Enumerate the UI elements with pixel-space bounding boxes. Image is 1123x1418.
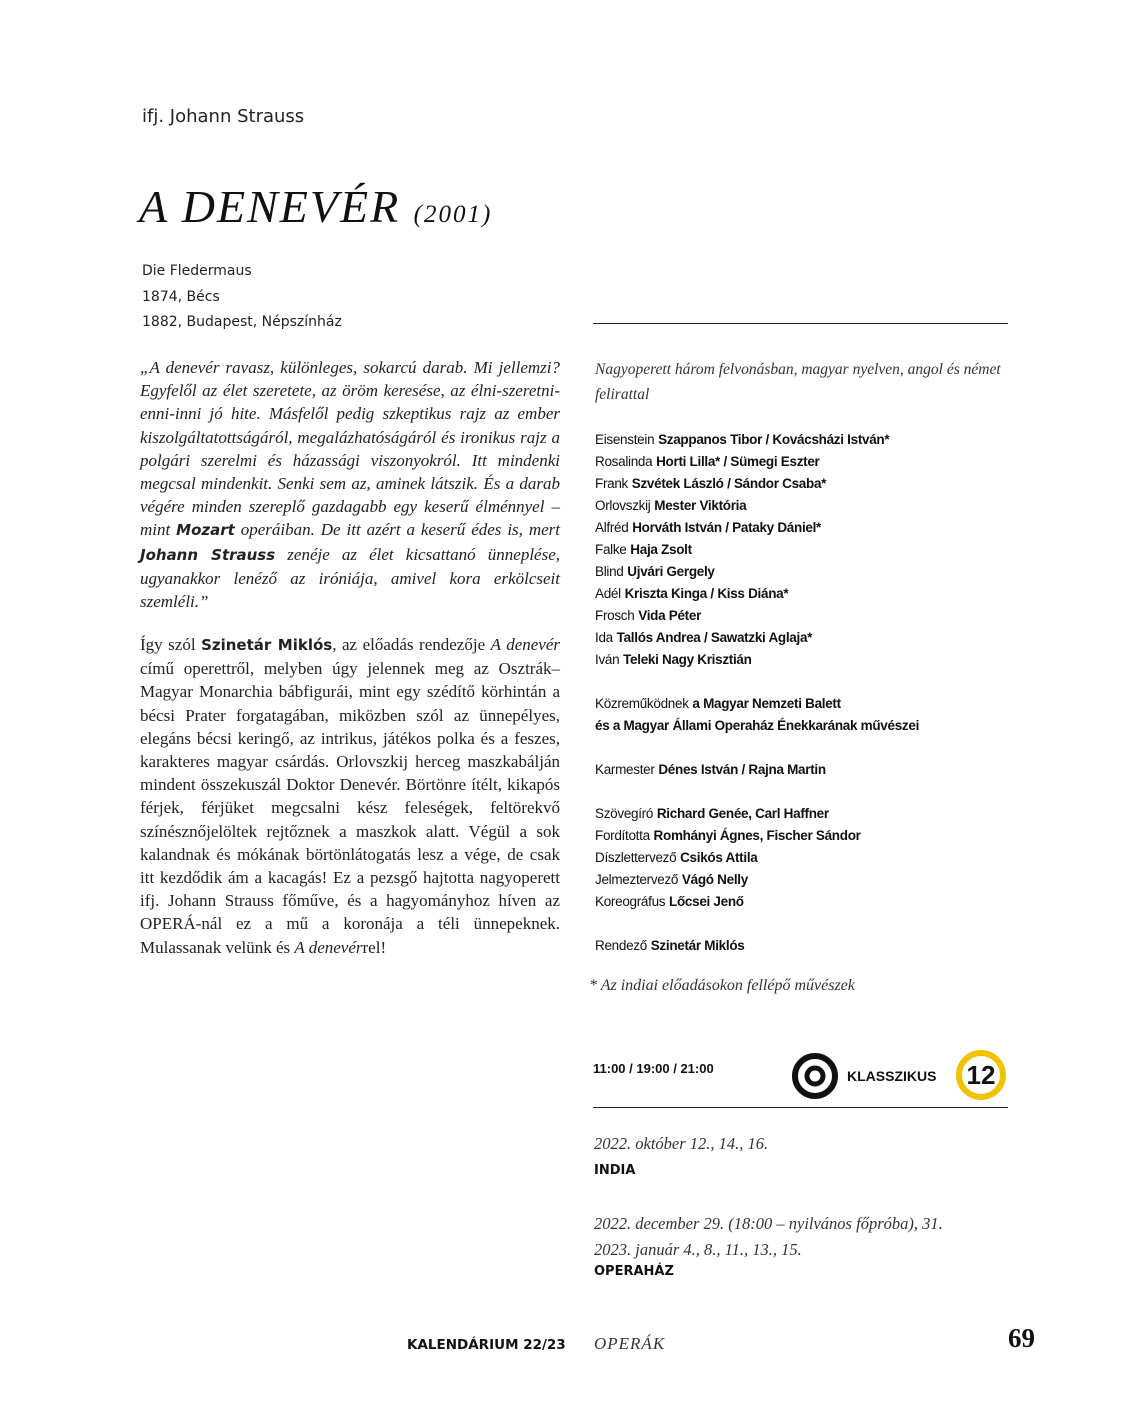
cast-name: Horti Lilla* / Sümegi Eszter [656,454,820,469]
dates-india: 2022. október 12., 14., 16. [594,1134,769,1153]
cast-row [595,517,1015,539]
body-work-title: A denevér [490,635,561,654]
credit-name: Lőcsei Jenő [669,894,744,909]
ensemble-line-2: és a Magyar Állami Operaház Énekkarának művészei [595,718,920,733]
cast-list [595,429,1015,957]
cast-name: Haja Zsolt [630,542,692,557]
footnote: * Az indiai előadásokon fellépő művészek [589,977,855,994]
credit-name: Richard Genée, Carl Haffner [656,806,829,821]
cast-role: Orlovszkij [595,498,651,513]
credit-role: Díszlettervező [595,850,677,865]
cast-role: Ida [595,630,613,645]
cast-name: Ujvári Gergely [627,564,715,579]
director-label: Rendező [595,938,647,953]
cast-role: Eisenstein [595,432,655,447]
lede-mozart: Mozart [176,521,235,540]
body-text-3: című operettről, melyben úgy jelennek meg az Osztrák–Magyar Monarchia bábfigurái, mint egy szédítő körhintán a bécsi Prater forgatagában, miközben szól az ünnepélyes, elegáns bécsi keringő, az intrikus, játékos polka és a feszes, karakteres magyar csárdás. Orlovszkij herceg maszkabálján mindent összekuszál Doktor Denevér. Börtönre ítélt, kikapós férjek, férjüket megcsalni kész feleségek, feltörekvő színésznőjelöltek rejtőznek a maszkok alatt. Végül a sok kalandnak és mókának börtönlátogatás lesz a vége, de csak itt kezdődik ám a kacagás! Ez a pezsgő hajtotta nagyoperett ifj. Johann Strauss főműve, és a hagyományhoz híven az OPERÁ-nál ez a mű a koronája a téli ünnepeknek. Mulassanak velünk és [140,659,560,957]
credit-row [595,869,1015,891]
credit-row [595,847,1015,869]
cast-name: Horváth István / Pataky Dániel* [632,520,822,535]
credit-name: Csikós Attila [680,850,758,865]
body-director: Szinetár Miklós [201,636,333,654]
credit-role: Jelmeztervező [595,872,679,887]
top-divider [593,323,1008,324]
lede-strauss: Johann Strauss [140,545,276,564]
target-icon [791,1052,839,1100]
category-label: KLASSZIKUS [847,1068,937,1084]
cast-name: Szappanos Tibor / Kovácsházi István* [658,432,890,447]
ensemble-label: Közreműködnek [595,696,689,711]
body-work-title-2: A denevér [294,937,363,957]
venue-operahaz: OPERAHÁZ [594,1264,674,1279]
credit-role: Fordította [595,828,650,843]
cast-role: Iván [595,652,620,667]
body-text-2: , az előadás rendezője [332,635,491,654]
conductor-row [595,759,1015,781]
age-rating-text: 12 [966,1060,996,1090]
cast-role: Rosalinda [595,454,653,469]
credit-row [595,803,1015,825]
composer-name: ifj. Johann Strauss [142,106,305,127]
cast-row [595,583,1015,605]
cast-row [595,539,1015,561]
director-name: Szinetár Miklós [650,938,745,953]
title-text: A DENEVÉR [139,181,401,232]
cast-row [595,473,1015,495]
lede-text-2: operáiban. De itt azért a keserű édes is, mert [234,520,560,540]
lede-text-1: „A denevér ravasz, különleges, sokarcú darab. Mi jellemzi? Egyfelől az élet szeretete, az öröm keresése, az élni-szeretni-enni-inni jó hite. Másfelől pedig szkeptikus rajz az ember kiszolgáltatottságáról, megalázhatóságáról és ironikus rajz a polgári szerelmi és házassági viszonyokról. Itt mindenki megcsal mindenkit. Senki sem az, aminek látszik. És a darab végére minden szereplő gazdagabb egy keserű élménnyel – mint [140,358,560,540]
credit-row [595,825,1015,847]
dates-operahaz [594,1211,943,1263]
credit-role: Szövegíró [595,806,654,821]
premiere-vienna: 1874, Bécs [142,288,220,305]
cast-row [595,561,1015,583]
cast-row [595,451,1015,473]
cast-row [595,429,1015,451]
cast-row [595,605,1015,627]
cast-role: Adél [595,586,621,601]
body-text [140,633,560,959]
page-title [139,180,492,233]
footer-publication: KALENDÁRIUM 22/23 [407,1337,566,1353]
cast-role: Frank [595,476,629,491]
director-row [595,935,1015,957]
ensemble-row [595,693,1015,715]
ensemble-row-2 [595,715,1015,737]
cast-role: Blind [595,564,624,579]
cast-name: Mester Viktória [654,498,747,513]
venue-india: INDIA [594,1163,636,1178]
conductor-label: Karmester [595,762,655,777]
credit-role: Koreográfus [595,894,666,909]
credit-name: Romhányi Ágnes, Fischer Sándor [653,828,861,843]
schedule-divider [593,1107,1008,1108]
body-text-1: Így szól [140,635,202,654]
body-text-4: rel! [362,937,387,957]
dates-operahaz-line-2: 2023. január 4., 8., 11., 13., 15. [594,1240,802,1259]
ensemble-line-1: a Magyar Nemzeti Balett [692,696,841,711]
credit-row [595,891,1015,913]
credit-name: Vágó Nelly [681,872,748,887]
cast-name: Szvétek László / Sándor Csaba* [631,476,827,491]
title-year: (2001) [413,201,493,228]
original-title: Die Fledermaus [142,263,252,279]
premiere-budapest: 1882, Budapest, Népszínház [142,314,342,330]
lede-text-3: zenéje az élet kicsattanó ünneplése, ugyanakkor lenéző az iróniája, amivel kora erkölcseit szemléli.” [140,544,560,612]
dates-operahaz-line-1: 2022. december 29. (18:00 – nyilvános főpróba), 31. [594,1214,943,1233]
footer-section: OPERÁK [594,1334,666,1353]
cast-role: Frosch [595,608,635,623]
cast-row [595,649,1015,671]
cast-row [595,627,1015,649]
conductor-name: Dénes István / Rajna Martin [658,762,826,777]
page-number: 69 [1008,1323,1035,1353]
age-rating-badge [955,1049,1007,1101]
lede-quote [140,356,560,613]
cast-row [595,495,1015,517]
cast-role: Alfréd [595,520,629,535]
cast-role: Falke [595,542,627,557]
cast-name: Tallós Andrea / Sawatzki Aglaja* [616,630,813,645]
production-subtitle: Nagyoperett három felvonásban, magyar nyelven, angol és német felirattal [595,361,1001,403]
cast-name: Kriszta Kinga / Kiss Diána* [624,586,789,601]
work-facts [142,259,342,336]
cast-name: Vida Péter [638,608,702,623]
cast-name: Teleki Nagy Krisztián [623,652,752,667]
showtimes: 11:00 / 19:00 / 21:00 [593,1061,714,1076]
